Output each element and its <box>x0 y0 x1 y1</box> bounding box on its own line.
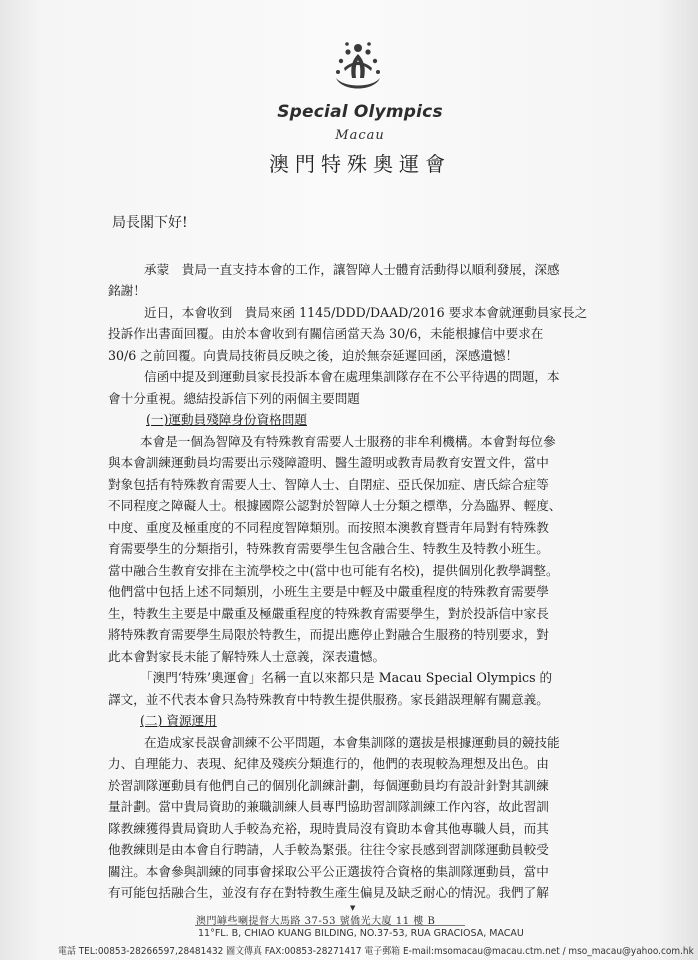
section-heading: (一)運動員殘障身份資格問題 <box>146 412 307 428</box>
paragraph-line: 有可能包括融合生，並沒有存在對特教生產生偏見及缺乏耐心的情況。我們了解 <box>108 885 549 900</box>
page-continue-mark: ▼ <box>350 904 356 912</box>
paragraph-line: 於習訓隊運動員有他們自己的個別化訓練計劃，每個運動員均有設計針對其訓練 <box>108 777 549 793</box>
paragraph-line: 將特殊教育需要學生局限於特教生，而提出應停止對融合生服務的特別要求，對 <box>108 627 549 643</box>
paragraph-line: 中度、重度及極重度的不同程度智障類別。而按照本澳教育暨青年局對有特殊教 <box>108 519 549 535</box>
paragraph-line: 他教練則是由本會自行聘請，人手較為緊張。往往令家長感到習訓隊運動員較受 <box>108 842 549 858</box>
paragraph-line: 隊教練獲得貴局資助人手較為充裕，現時貴局沒有資助本會其他專職人員，而其 <box>108 820 549 836</box>
paragraph-line: 對象包括有特殊教育需要人士、智障人士、自閉症、亞氏保加症、唐氏綜合症等 <box>108 476 549 492</box>
paragraph-line: 近日，本會收到 貴局來函 1145/DDD/DAAD/2016 要求本會就運動員家長之 <box>144 304 588 320</box>
paragraph-line: 他們當中包括上述不同類別，小班生主要是中輕及中嚴重程度的特殊教育需要學 <box>108 584 549 600</box>
brand-city: Macau <box>335 128 385 143</box>
section-heading: (二) 資源運用 <box>140 713 217 729</box>
paragraph-line: 不同程度之障礙人士。根據國際公認對於智障人士分類之標準，分為臨界、輕度、 <box>108 498 562 514</box>
paragraph-line: 力、自理能力、表現、紀律及殘疾分類進行的，他們的表現較為理想及出色。由 <box>108 756 549 772</box>
paragraph-line: 與本會訓練運動員均需要出示殘障證明、醫生證明或教青局教育安置文件，當中 <box>108 455 549 471</box>
paragraph-line: 譯文，並不代表本會只為特殊教育中特教生提供服務。家長錯誤理解有關意義。 <box>108 691 549 707</box>
footer-contact-info: 電話 TEL:00853-28266597,28481432 圖文傳真 FAX:00853-28271417 電子郵箱 E-mail:msomacau@macau.ctm.net / mso_macau@yahoo.com.hk <box>58 946 694 957</box>
paragraph-line: 當中融合生教育安排在主流學校之中(當中也可能有名校)，提供個別化教學調整。 <box>108 562 559 578</box>
paragraph-line: 本會是一個為智障及有特殊教育需要人士服務的非牟利機構。本會對每位參 <box>140 433 556 449</box>
paragraph-line: 生，特教生主要是中嚴重及極嚴重程度的特殊教育需要學生，對於投訴信中家長 <box>108 605 549 621</box>
paragraph-line: 在造成家長誤會訓練不公平問題，本會集訓隊的選拔是根據運動員的競技能 <box>144 734 560 750</box>
paragraph-line: 量計劃。當中貴局資助的兼職訓練人員專門協助習訓隊訓練工作內容，故此習訓 <box>108 799 549 815</box>
paragraph-line: 承蒙 貴局一直支持本會的工作，讓智障人士體育活動得以順利發展，深感 <box>144 262 560 277</box>
paragraph-line: 30/6 之前回覆。向貴局技術員反映之後，迫於無奈延遲回函，深感遺憾！ <box>108 347 519 363</box>
footer-address-chinese: 澳門罅些喇提督大馬路 37-53 號僑光大廈 11 樓 B <box>196 916 436 927</box>
paragraph-line: 會十分重視。總結投訴信下列的兩個主要問題 <box>108 390 360 406</box>
paragraph-line: 「澳門‘特殊’奧運會」名稱一直以來都只是 Macau Special Olympics 的 <box>140 670 553 686</box>
paragraph-line: 此本會對家長未能了解特殊人士意義，深表遺憾。 <box>108 648 386 664</box>
paragraph-line: 育需要學生的分類指引，特殊教育需要學生包含融合生、特教生及特教小班生。 <box>108 541 549 557</box>
brand-name: Special Olympics <box>277 102 443 122</box>
footer-divider <box>195 925 465 926</box>
organization-chinese-name: 澳門特殊奧運會 <box>269 152 451 176</box>
special-olympics-logo-icon <box>330 38 386 98</box>
paragraph-line: 銘謝！ <box>108 283 146 299</box>
footer-address-portuguese: 11°FL. B, CHIAO KUANG BILDING, NO.37-53, RUA GRACIOSA, MACAU <box>198 928 524 939</box>
paragraph-line: 投訴作出書面回覆。由於本會收到有關信函當天為 30/6，未能根據信中要求在 <box>108 326 544 342</box>
paragraph-line: 信函中提及到運動員家長投訴本會在處理集訓隊存在不公平待遇的問題，本 <box>144 369 560 385</box>
paragraph-line: 關注。本會參與訓練的同事會採取公平公正選拔符合資格的集訓隊運動員，當中 <box>108 863 549 879</box>
salutation: 局長閣下好! <box>112 215 188 231</box>
